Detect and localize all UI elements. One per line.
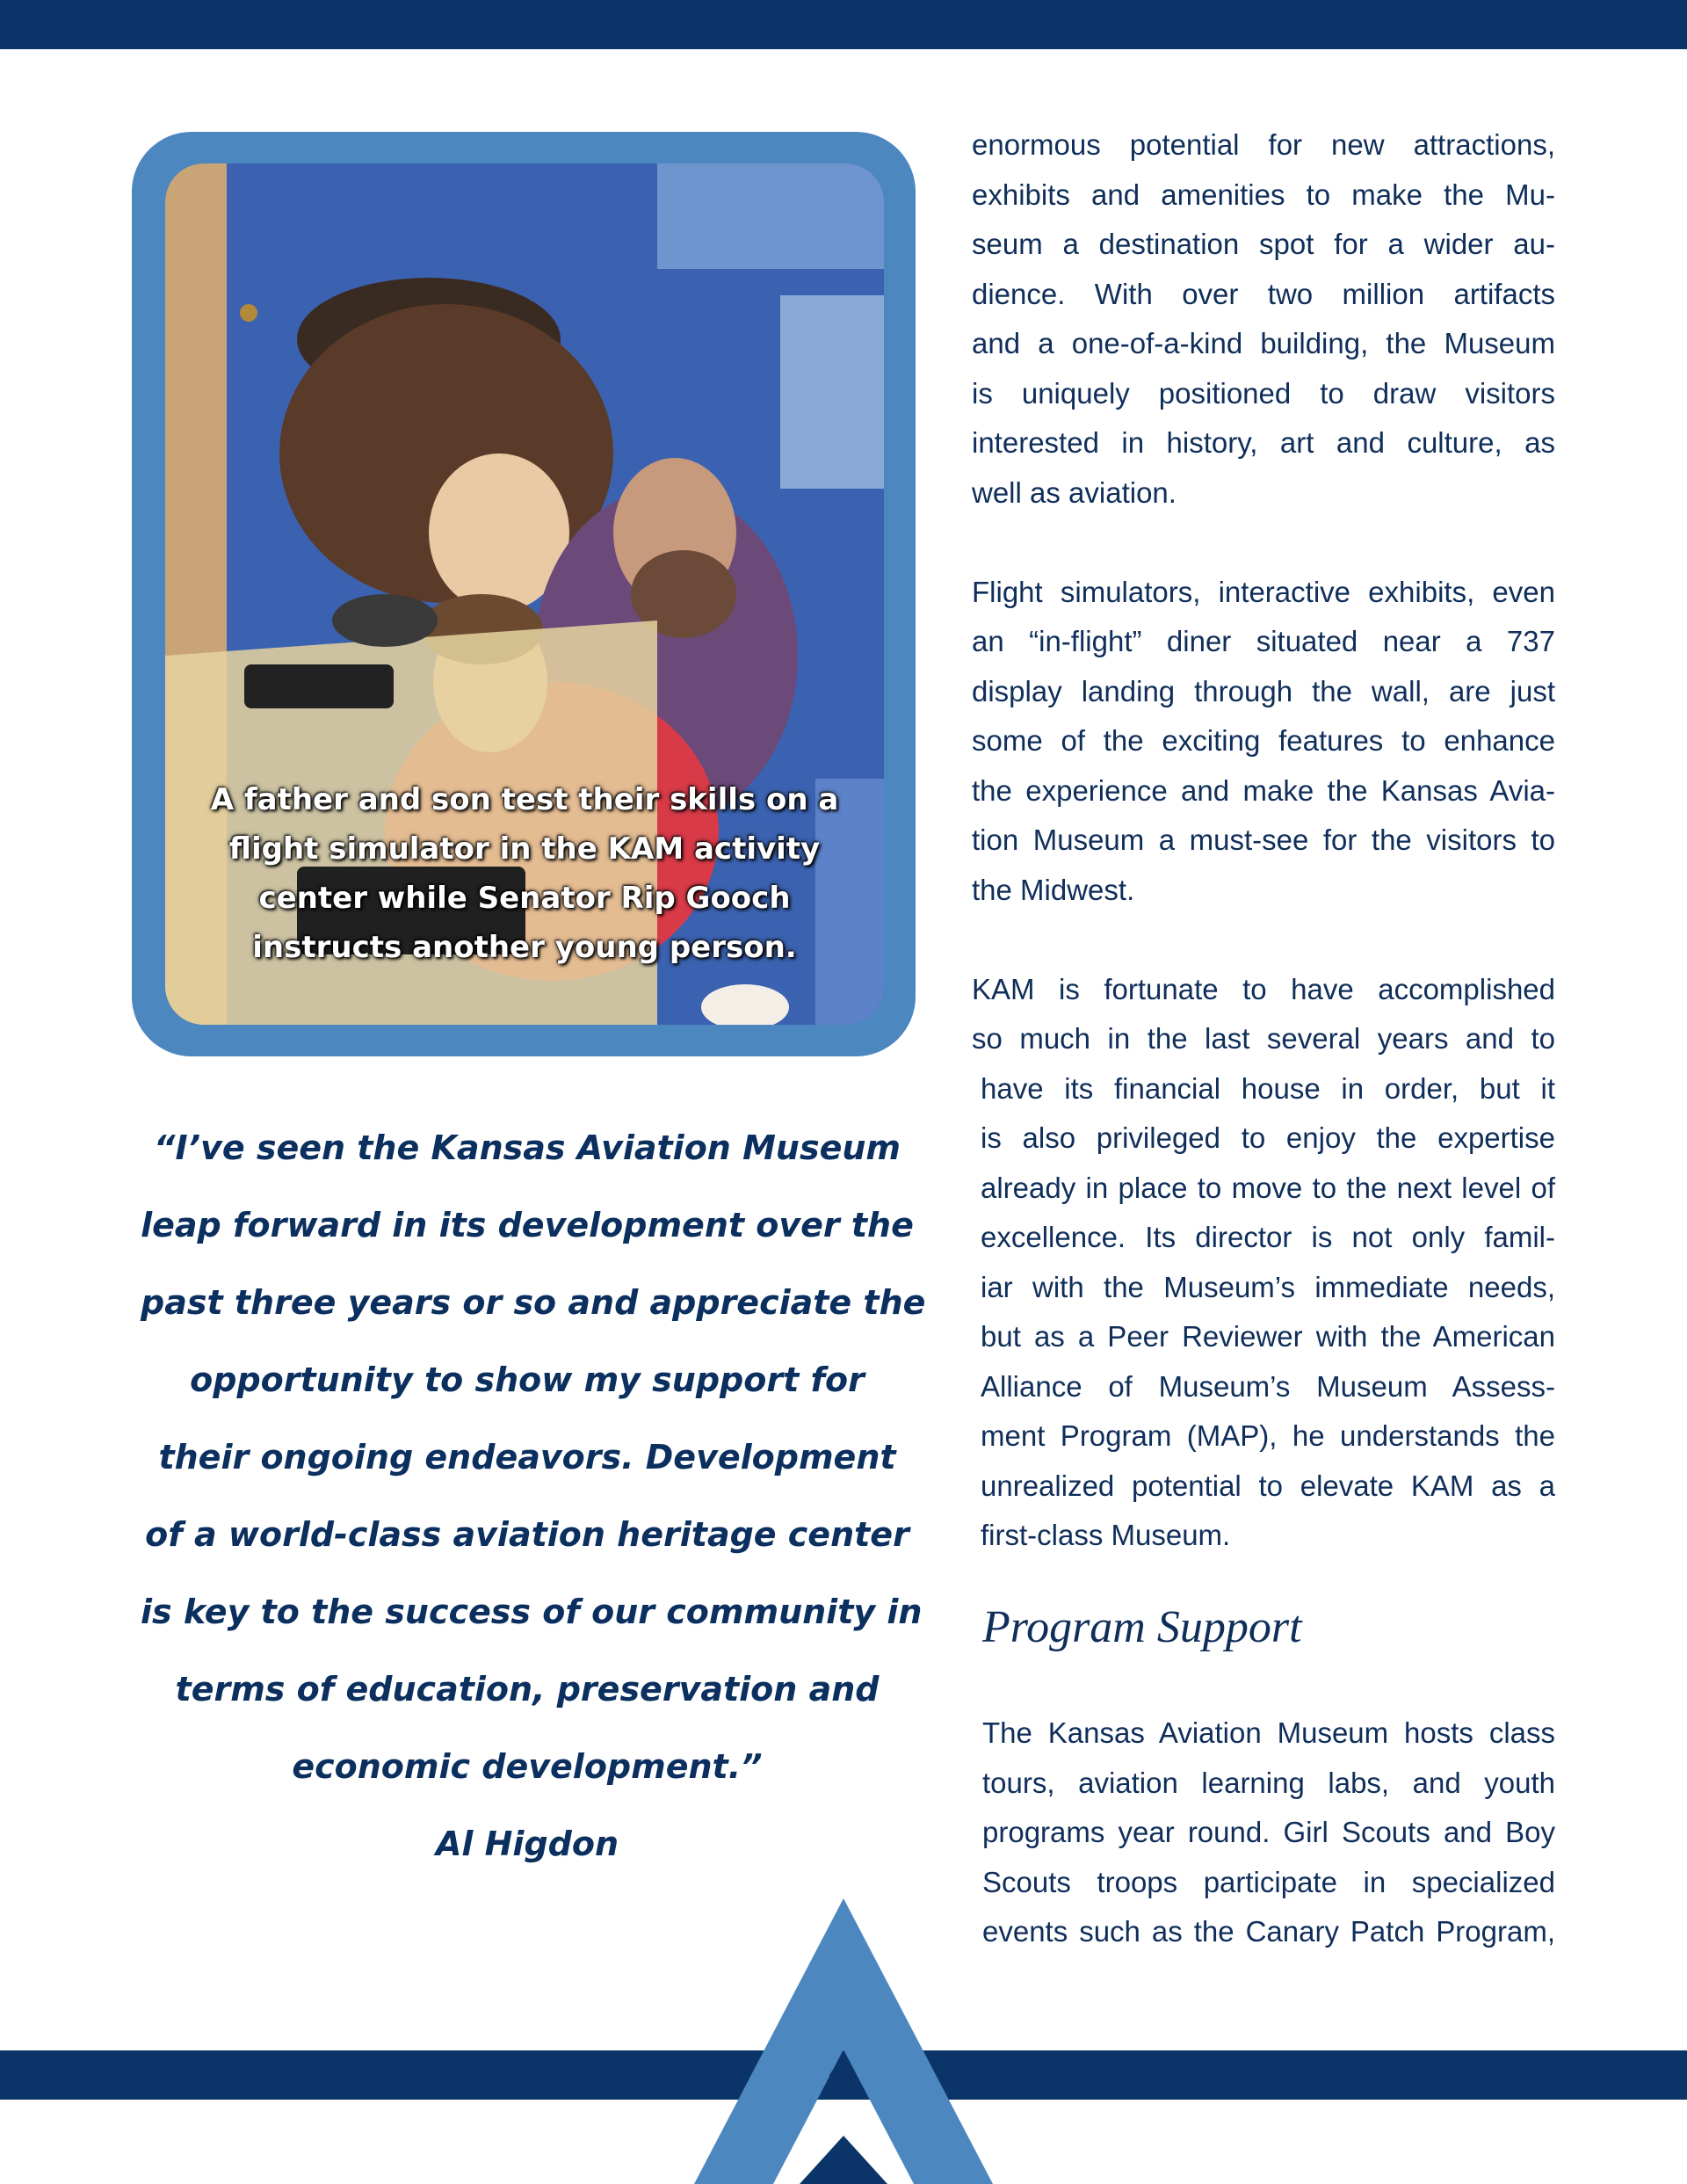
body-line: interested in history, art and culture, as — [972, 426, 1555, 459]
body-line: well as aviation. — [972, 475, 1177, 509]
body-line: Alliance of Museum’s Museum Assess- — [981, 1369, 1555, 1403]
body-line: have its financial house in order, but it — [981, 1071, 1555, 1105]
body-line: and a one-of-a-kind building, the Museum — [972, 327, 1555, 359]
body-line: is also privileged to enjoy the expertise — [981, 1121, 1555, 1154]
body-column — [972, 120, 1555, 1561]
caption-line: flight simulator in the KAM activity — [228, 831, 821, 867]
top-band — [0, 0, 1687, 49]
body-line: exhibits and amenities to make the Mu- — [972, 178, 1555, 211]
body-line: display landing through the wall, are just — [972, 674, 1555, 707]
body-line: KAM is fortunate to have accomplished — [972, 972, 1555, 1005]
body-line: events such as the Canary Patch Program, — [982, 1915, 1555, 1948]
body-line: but as a Peer Reviewer with the American — [981, 1320, 1555, 1353]
body-line: already in place to move to the next level of — [981, 1171, 1555, 1204]
body-line: dience. With over two million artifacts — [972, 277, 1555, 310]
quote-attribution: Al Higdon — [435, 1825, 619, 1863]
body-line: iar with the Museum’s immediate needs, — [981, 1270, 1555, 1303]
paragraph-fortunate — [972, 965, 1555, 1561]
body-line: an “in-flight” diner situated near a 737 — [972, 625, 1555, 657]
body-line: so much in the last several years and to — [972, 1022, 1555, 1055]
body-line: Flight simulators, interactive exhibits, even — [972, 575, 1555, 608]
quote-line: economic development.” — [292, 1747, 763, 1786]
quote-line: opportunity to show my support for — [190, 1360, 865, 1399]
body-line: is uniquely positioned to draw visitors — [972, 376, 1555, 410]
quote-line: terms of education, preservation and — [175, 1670, 880, 1709]
quote-line: their ongoing endeavors. Development — [158, 1438, 896, 1477]
chevron-logo — [694, 1898, 993, 2184]
quote-line: of a world-class aviation heritage center — [145, 1515, 909, 1554]
pull-quote — [141, 1109, 926, 1883]
quote-line: is key to the success of our community in — [141, 1593, 923, 1631]
body-line: programs year round. Girl Scouts and Boy — [982, 1816, 1555, 1848]
body-line: ment Program (MAP), he understands the — [981, 1419, 1555, 1452]
quote-line: “I’ve seen the Kansas Aviation Museum — [154, 1128, 901, 1167]
paragraph-features — [972, 568, 1555, 916]
body-line: excellence. Its director is not only famil- — [981, 1221, 1555, 1253]
body-line: unrealized potential to elevate KAM as a — [981, 1469, 1555, 1502]
body-line: tion Museum a must-see for the visitors to — [972, 824, 1555, 856]
body-line: enormous potential for new attractions, — [972, 128, 1555, 161]
body-line: the experience and make the Kansas Avia- — [972, 773, 1555, 807]
body-line: first-class Museum. — [981, 1519, 1231, 1551]
photo-caption — [165, 775, 884, 972]
body-line: seum a destination spot for a wider au- — [972, 228, 1555, 260]
quote-line: past three years or so and appreciate the — [141, 1283, 926, 1322]
body-line: tours, aviation learning labs, and youth — [982, 1766, 1555, 1799]
paragraph-potential — [972, 120, 1555, 518]
section-heading: Program Support — [982, 1602, 1302, 1652]
caption-line: A father and son test their skills on a — [210, 782, 839, 817]
body-line: some of the exciting features to enhance — [972, 724, 1555, 757]
caption-line: instructs another young person. — [252, 930, 797, 965]
body-line: Scouts troops participate in specialized — [982, 1865, 1555, 1898]
body-line: the Midwest. — [972, 873, 1135, 906]
paragraph-program — [982, 1709, 1555, 1957]
page-number: 4 — [828, 2054, 852, 2094]
body-line: The Kansas Aviation Museum hosts class — [982, 1716, 1555, 1749]
activity-center-photo — [165, 163, 884, 1025]
body-column-lower — [982, 1709, 1555, 1957]
caption-line: center while Senator Rip Gooch — [258, 881, 791, 916]
quote-line: leap forward in its development over the — [141, 1206, 914, 1244]
